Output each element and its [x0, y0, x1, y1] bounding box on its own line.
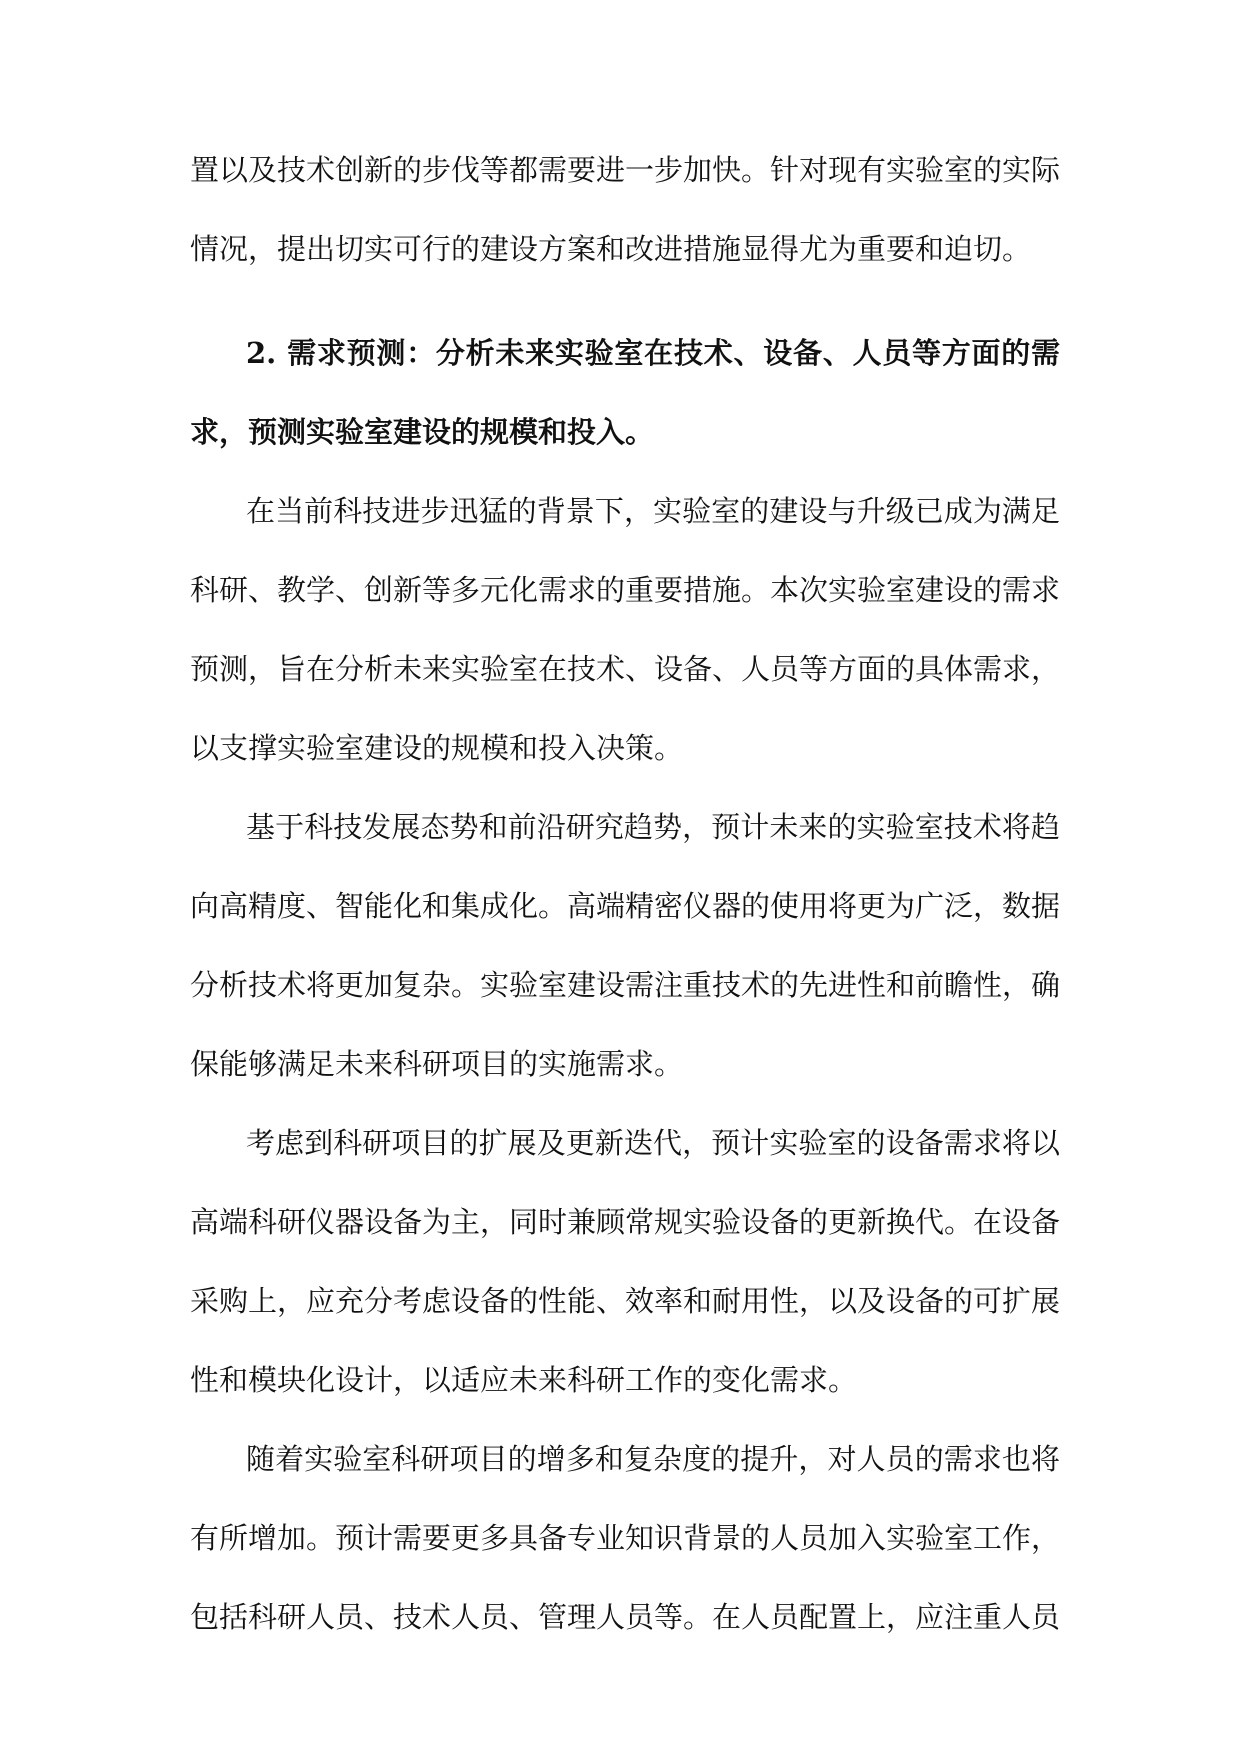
- text-line: 向高精度、智能化和集成化。高端精密仪器的使用将更为广泛，数据: [190, 889, 1060, 923]
- text-line: 以支撑实验室建设的规模和投入决策。: [190, 731, 684, 765]
- section-heading-line: 求，预测实验室建设的规模和投入。: [190, 415, 655, 449]
- text-line: 高端科研仪器设备为主，同时兼顾常规实验设备的更新换代。在设备: [190, 1205, 1060, 1239]
- section-heading-line: 2. 需求预测：分析未来实验室在技术、设备、人员等方面的需: [246, 336, 1060, 370]
- text-line: 包括科研人员、技术人员、管理人员等。在人员配置上，应注重人员: [190, 1600, 1060, 1634]
- text-line: 置以及技术创新的步伐等都需要进一步加快。针对现有实验室的实际: [190, 153, 1060, 187]
- text-line: 分析技术将更加复杂。实验室建设需注重技术的先进性和前瞻性，确: [190, 968, 1060, 1002]
- text-line: 情况，提出切实可行的建设方案和改进措施显得尤为重要和迫切。: [190, 232, 1032, 266]
- paragraph-first-line: 在当前科技进步迅猛的背景下，实验室的建设与升级已成为满足: [246, 494, 1060, 528]
- text-line: 科研、教学、创新等多元化需求的重要措施。本次实验室建设的需求: [190, 573, 1060, 607]
- text-line: 保能够满足未来科研项目的实施需求。: [190, 1047, 684, 1081]
- text-line: 有所增加。预计需要更多具备专业知识背景的人员加入实验室工作，: [190, 1521, 1060, 1555]
- paragraph-first-line: 考虑到科研项目的扩展及更新迭代，预计实验室的设备需求将以: [246, 1126, 1060, 1160]
- text-line: 预测，旨在分析未来实验室在技术、设备、人员等方面的具体需求，: [190, 652, 1060, 686]
- text-line: 性和模块化设计，以适应未来科研工作的变化需求。: [190, 1363, 858, 1397]
- paragraph-first-line: 随着实验室科研项目的增多和复杂度的提升，对人员的需求也将: [246, 1442, 1060, 1476]
- paragraph-first-line: 基于科技发展态势和前沿研究趋势，预计未来的实验室技术将趋: [246, 810, 1060, 844]
- text-line: 采购上，应充分考虑设备的性能、效率和耐用性，以及设备的可扩展: [190, 1284, 1060, 1318]
